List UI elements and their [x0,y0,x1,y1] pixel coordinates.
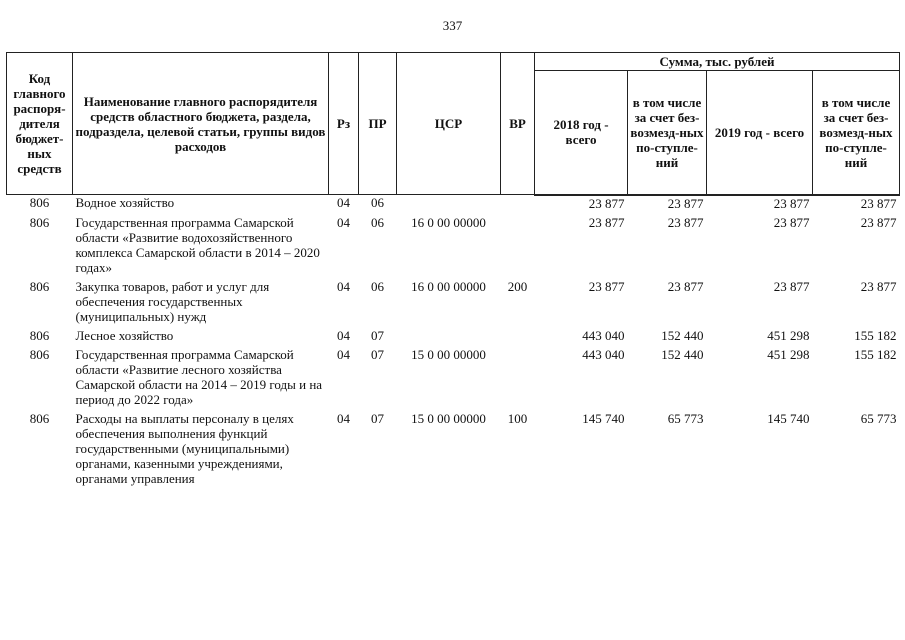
cell-2019-free: 155 182 [854,346,897,362]
cell-2018-free: 152 440 [661,346,704,362]
cell-name: Лесное хозяйство [75,327,174,343]
cell-2019-free: 23 877 [860,278,897,294]
cell-vr [501,347,535,411]
cell-code: 806 [29,278,50,294]
cell-2019-total: 145 740 [767,410,810,426]
header-2018-total: 2018 год - всего [535,71,628,195]
cell-csr: 16 0 00 00000 [411,214,486,230]
cell-code: 806 [29,410,50,426]
header-code: Код главного распоря-дителя бюджет-ных средств [7,53,73,195]
cell-pr: 06 [371,195,384,210]
cell-name: Государственная программа Самарской области «Развитие водохозяйственного комплекса Самарской области в 2014 – 2020 годах» [75,214,320,275]
cell-rz: 04 [337,195,350,210]
cell-2019-total: 23 877 [773,214,810,230]
cell-2019-free: 23 877 [860,214,897,230]
cell-pr: 07 [371,346,384,362]
cell-name: Закупка товаров, работ и услуг для обеспечения государственных (муниципальных) нужд [75,278,270,324]
cell-pr: 06 [371,278,384,294]
cell-2018-total: 145 740 [582,410,625,426]
budget-table [6,52,900,490]
header-2018-free: в том числе за счет без-возмезд-ных по-ступле-ний [628,71,707,195]
cell-rz: 04 [337,346,350,362]
cell-2019-free: 155 182 [854,327,897,343]
cell-csr: 16 0 00 00000 [411,278,486,294]
cell-vr: 100 [507,410,528,426]
cell-2019-total: 23 877 [773,278,810,294]
cell-2018-total: 443 040 [582,327,625,343]
cell-csr: 15 0 00 00000 [411,346,486,362]
cell-code: 806 [29,327,50,343]
cell-code: 806 [29,214,50,230]
cell-2018-free: 23 877 [667,214,704,230]
table-row [7,411,900,490]
header-2019-free: в том числе за счет без-возмезд-ных по-ступле-ний [813,71,900,195]
header-csr: ЦСР [397,53,501,195]
cell-pr: 07 [371,327,384,343]
cell-rz: 04 [337,410,350,426]
cell-name: Расходы на выплаты персоналу в целях обеспечения выполнения функций государственными (муниципальными) органами, казенными учреждениями, органами управления [75,410,294,486]
cell-vr: 200 [507,278,528,294]
cell-vr [501,195,535,215]
cell-2019-total: 23 877 [773,195,810,211]
cell-2018-total: 443 040 [582,346,625,362]
cell-vr [501,215,535,279]
cell-2018-free: 152 440 [661,327,704,343]
cell-code: 806 [29,195,50,210]
cell-2018-total: 23 877 [588,278,625,294]
header-name: Наименование главного распорядителя средств областного бюджета, раздела, подраздела, целевой статьи, группы видов расходов [73,53,329,195]
header-pr: ПР [359,53,397,195]
cell-rz: 04 [337,327,350,343]
cell-2019-free: 23 877 [860,195,897,211]
cell-rz: 04 [337,278,350,294]
cell-csr: 15 0 00 00000 [411,410,486,426]
cell-pr: 06 [371,214,384,230]
cell-2018-total: 23 877 [588,195,625,211]
table-row [7,279,900,328]
cell-2019-free: 65 773 [860,410,897,426]
cell-2018-free: 23 877 [667,195,704,211]
cell-pr: 07 [371,410,384,426]
cell-code: 806 [29,346,50,362]
cell-2018-free: 65 773 [667,410,704,426]
cell-name: Водное хозяйство [75,195,175,210]
cell-csr [397,328,501,347]
cell-rz: 04 [337,214,350,230]
table-row [7,347,900,411]
page-number: 337 [442,18,463,33]
cell-2018-free: 23 877 [667,278,704,294]
header-rz: Рз [329,53,359,195]
cell-csr [397,195,501,215]
cell-2018-total: 23 877 [588,214,625,230]
table-row [7,195,900,215]
cell-name: Государственная программа Самарской области «Развитие лесного хозяйства Самарской области на 2014 – 2019 годы и на период до 2022 года» [75,346,323,407]
header-sum: Сумма, тыс. рублей [535,53,900,71]
cell-vr [501,328,535,347]
table-row [7,328,900,347]
cell-2019-total: 451 298 [767,346,810,362]
header-vr: ВР [501,53,535,195]
table-row [7,215,900,279]
cell-2019-total: 451 298 [767,327,810,343]
header-2019-total: 2019 год - всего [707,71,813,195]
